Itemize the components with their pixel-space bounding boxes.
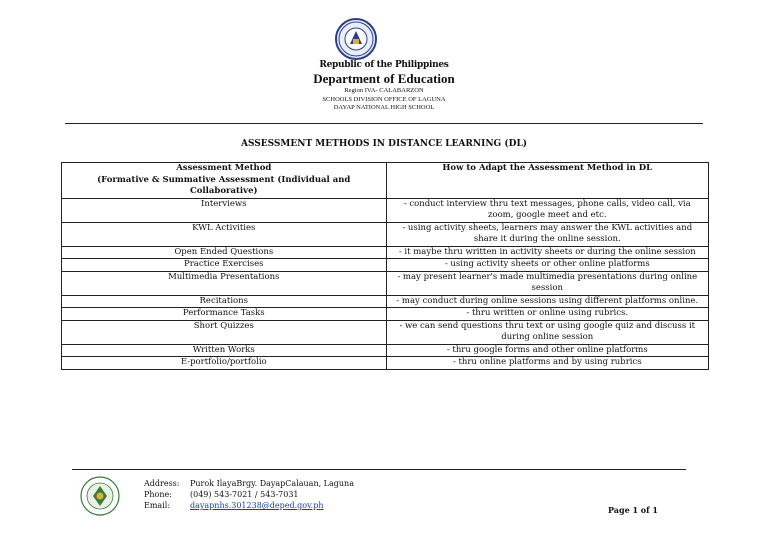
region-heading: Region IVA- CALABARZON xyxy=(344,87,424,94)
adapt-cell: - using activity sheets or other online platforms xyxy=(386,259,708,272)
table-row xyxy=(62,271,709,295)
table-row xyxy=(62,246,709,259)
school-heading: DAYAP NATIONAL HIGH SCHOOL xyxy=(333,104,435,111)
header-divider xyxy=(65,123,703,124)
department-heading: Department of Education xyxy=(313,71,455,86)
email-label: Email: xyxy=(144,501,171,510)
table-row xyxy=(62,295,709,308)
method-cell: Multimedia Presentations xyxy=(62,271,387,295)
table-row xyxy=(62,222,709,246)
phone-label: Phone: xyxy=(144,490,172,499)
adapt-cell: - thru online platforms and by using rubrics xyxy=(386,357,708,370)
method-cell: Performance Tasks xyxy=(62,308,387,321)
document-title: ASSESSMENT METHODS IN DISTANCE LEARNING (DL) xyxy=(240,139,528,149)
page-number: Page 1 of 1 xyxy=(608,505,658,515)
republic-heading: Republic of the Philippines xyxy=(319,60,449,70)
division-heading: SCHOOLS DIVISION OFFICE OF LAGUNA xyxy=(322,96,446,103)
assessment-table xyxy=(61,162,709,370)
address-label: Address: xyxy=(144,479,180,488)
address-value: Purok IlayaBrgy. DayapCalauan, Laguna xyxy=(190,479,354,488)
method-cell: KWL Activities xyxy=(62,222,387,246)
table-row xyxy=(62,357,709,370)
table-row xyxy=(62,344,709,357)
adapt-cell: - conduct interview thru text messages, phone calls, video call, via zoom, google meet and etc. xyxy=(386,198,708,222)
table-row xyxy=(62,198,709,222)
method-cell: Written Works xyxy=(62,344,387,357)
column-header-method: Assessment Method (Formative & Summative Assessment (Individual and Collaborative) xyxy=(62,163,387,199)
school-logo-icon xyxy=(80,476,120,516)
adapt-cell: - we can send questions thru text or using google quiz and discuss it during online session xyxy=(386,320,708,344)
method-cell: Short Quizzes xyxy=(62,320,387,344)
table-header-row xyxy=(62,163,709,199)
adapt-cell: - may present learner's made multimedia presentations during online session xyxy=(386,271,708,295)
method-cell: E-portfolio/portfolio xyxy=(62,357,387,370)
footer-divider xyxy=(72,469,686,470)
method-cell: Interviews xyxy=(62,198,387,222)
adapt-cell: - may conduct during online sessions using different platforms online. xyxy=(386,295,708,308)
table-row xyxy=(62,308,709,321)
email-link[interactable]: dayapnhs.301238@deped.gov.ph xyxy=(190,501,324,510)
column-header-adapt: How to Adapt the Assessment Method in DL xyxy=(386,163,708,199)
adapt-cell: - it maybe thru written in activity sheets or during the online session xyxy=(386,246,708,259)
deped-seal-icon xyxy=(335,18,377,60)
method-cell: Recitations xyxy=(62,295,387,308)
phone-value: (049) 543-7021 / 543-7031 xyxy=(190,490,299,499)
method-cell: Practice Exercises xyxy=(62,259,387,272)
method-cell: Open Ended Questions xyxy=(62,246,387,259)
adapt-cell: - thru google forms and other online platforms xyxy=(386,344,708,357)
table-row xyxy=(62,259,709,272)
table-row xyxy=(62,320,709,344)
adapt-cell: - thru written or online using rubrics. xyxy=(386,308,708,321)
adapt-cell: - using activity sheets, learners may answer the KWL activities and share it during the online session. xyxy=(386,222,708,246)
